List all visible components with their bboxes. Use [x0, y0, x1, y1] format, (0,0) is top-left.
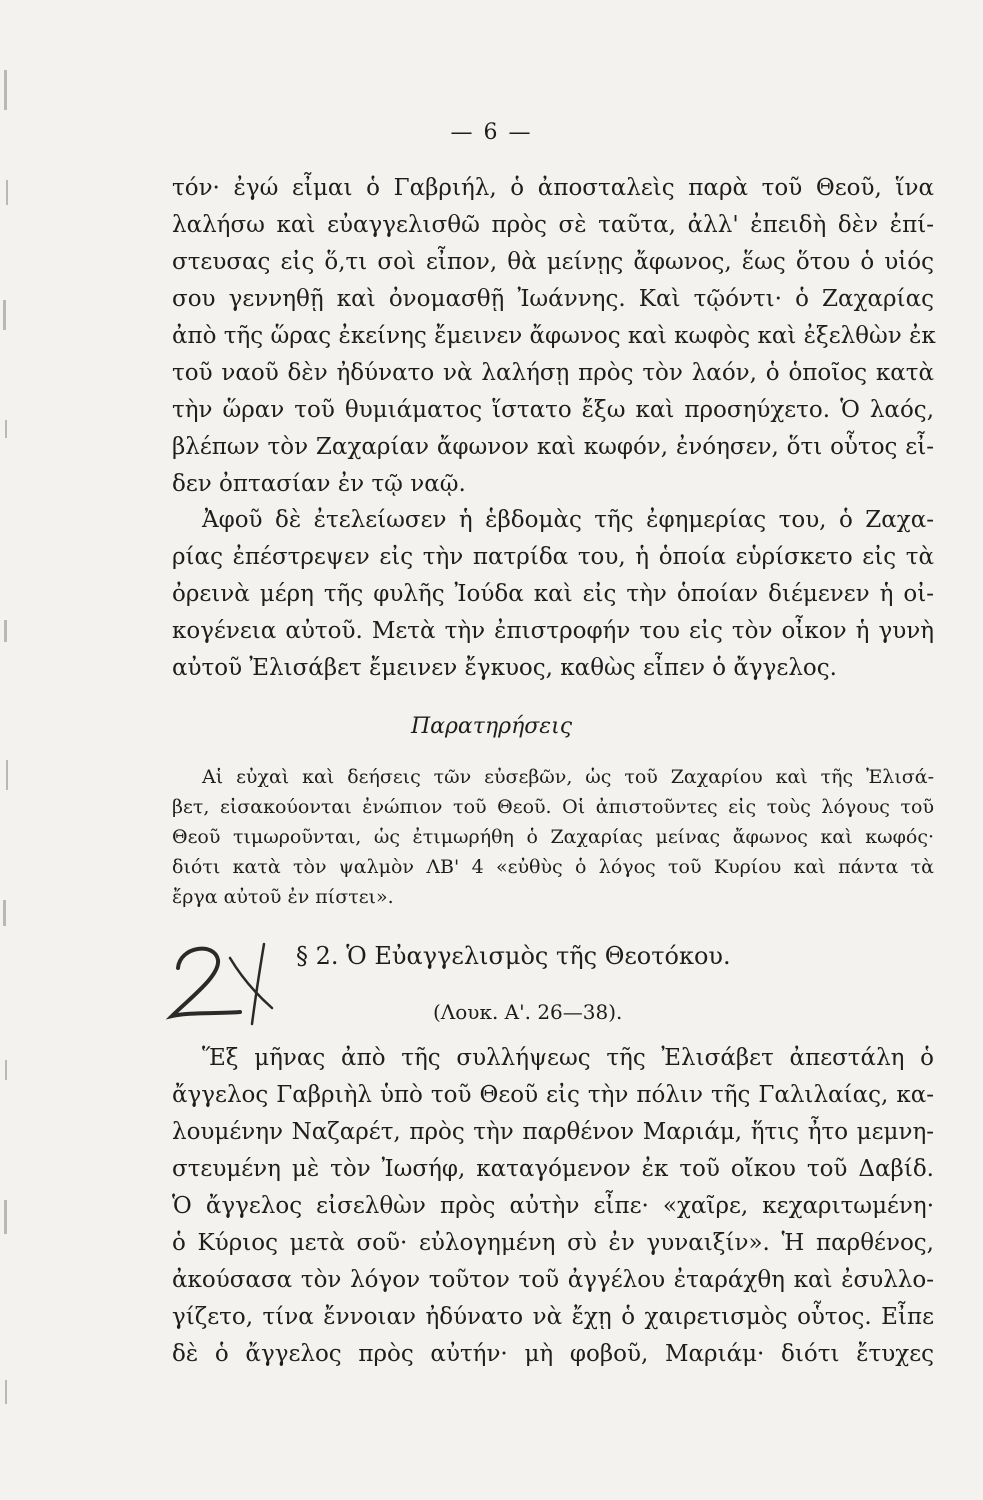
- text-line: βετ, εἰσακούονται ἐνώπιον τοῦ Θεοῦ. Οἱ ἀπιστοῦντες εἰς τοὺς λόγους τοῦ: [172, 796, 934, 818]
- text-line: Ἀφοῦ δὲ ἐτελείωσεν ἡ ἑβδομὰς τῆς ἐφημερίας του, ὁ Ζαχα-: [202, 507, 934, 533]
- paragraph-3: [172, 1040, 934, 1373]
- text-line: ρίας ἐπέστρεψεν εἰς τὴν πατρίδα του, ἡ ὁποία εὑρίσκετο εἰς τὰ: [172, 544, 934, 570]
- text-line: διότι κατὰ τὸν ψαλμὸν ΛΒ' 4 «εὐθὺς ὁ λόγος τοῦ Κυρίου καὶ πάντα τὰ: [172, 856, 934, 878]
- text-line: Ἕξ μῆνας ἀπὸ τῆς συλλήψεως τῆς Ἐλισάβετ ἀπεστάλη ὁ: [202, 1045, 934, 1071]
- text-line: δεν ὀπτασίαν ἐν τῷ ναῷ.: [172, 471, 466, 497]
- text-line: λαλήσω καὶ εὐαγγελισθῶ πρὸς σὲ ταῦτα, ἀλλ' ἐπειδὴ δὲν ἐπί-: [172, 212, 934, 238]
- text-line: αὐτοῦ Ἐλισάβετ ἔμεινεν ἔγκυος, καθὼς εἶπεν ὁ ἄγγελος.: [172, 655, 837, 681]
- text-line: Θεοῦ τιμωροῦνται, ὡς ἐτιμωρήθη ὁ Ζαχαρίας μείνας ἄφωνος καὶ κωφός·: [172, 826, 934, 848]
- text-line: κογένεια αὐτοῦ. Μετὰ τὴν ἐπιστροφήν του εἰς τὸν οἶκον ἡ γυνὴ: [172, 618, 934, 644]
- text-line: ἄγγελος Γαβριὴλ ὑπὸ τοῦ Θεοῦ εἰς τὴν πόλιν τῆς Γαλιλαίας, κα-: [172, 1082, 934, 1108]
- text-line: βλέπων τὸν Ζαχαρίαν ἄφωνον καὶ κωφόν, ἐνόησεν, ὅτι οὗτος εἶ-: [172, 434, 934, 460]
- text-line: ὁ Κύριος μετὰ σοῦ· εὐλογημένη σὺ ἐν γυναιξίν». Ἡ παρθένος,: [172, 1230, 934, 1256]
- text-line: Αἱ εὐχαὶ καὶ δεήσεις τῶν εὐσεβῶν, ὡς τοῦ Ζαχαρίου καὶ τῆς Ἐλισά-: [202, 766, 934, 788]
- handwritten-mark: [160, 938, 290, 1028]
- notes-heading: Παρατηρήσεις: [410, 714, 573, 739]
- text-line: στευσας εἰς ὅ,τι σοὶ εἶπον, θὰ μείνῃς ἄφωνος, ἕως ὅτου ὁ υἱός: [172, 249, 934, 275]
- text-line: ὀρεινὰ μέρη τῆς φυλῆς Ἰούδα καὶ εἰς τὴν ὁποίαν διέμενεν ἡ οἰ-: [172, 581, 934, 607]
- text-line: τόν· ἐγώ εἶμαι ὁ Γαβριήλ, ὁ ἀποσταλεὶς παρὰ τοῦ Θεοῦ, ἵνα: [172, 175, 934, 201]
- text-line: Ὁ ἄγγελος εἰσελθὼν πρὸς αὐτὴν εἶπε· «χαῖρε, κεχαριτωμένη·: [172, 1193, 934, 1219]
- text-line: δὲ ὁ ἄγγελος πρὸς αὐτήν· μὴ φοβοῦ, Μαριάμ· διότι ἔτυχες: [172, 1341, 934, 1367]
- text-line: λουμένην Ναζαρέτ, πρὸς τὴν παρθένον Μαριάμ, ἥτις ἦτο μεμνη-: [172, 1119, 934, 1145]
- text-line: ἔργα αὐτοῦ ἐν πίστει».: [172, 886, 394, 908]
- page-number: — 6 —: [450, 120, 533, 145]
- text-line: γίζετο, τίνα ἔννοιαν ἠδύνατο νὰ ἔχῃ ὁ χαιρετισμὸς οὗτος. Εἶπε: [172, 1304, 934, 1330]
- margin-scan-artifacts: [0, 0, 40, 1500]
- paragraph-2: [172, 502, 934, 687]
- section-heading: § 2. Ὁ Εὐαγγελισμὸς τῆς Θεοτόκου.: [296, 942, 731, 970]
- notes-paragraph: [172, 762, 934, 912]
- text-line: σου γεννηθῇ καὶ ὀνομασθῇ Ἰωάννης. Καὶ τῷόντι· ὁ Ζαχαρίας: [172, 286, 934, 312]
- text-line: στευμένη μὲ τὸν Ἰωσήφ, καταγόμενον ἐκ τοῦ οἴκου τοῦ Δαβίδ.: [172, 1156, 934, 1182]
- section-reference: (Λουκ. Α'. 26—38).: [433, 1000, 623, 1024]
- text-line: τὴν ὥραν τοῦ θυμιάματος ἵστατο ἔξω καὶ προσηύχετο. Ὁ λαός,: [172, 397, 934, 423]
- text-line: ἀκούσασα τὸν λόγον τοῦτον τοῦ ἀγγέλου ἐταράχθη καὶ ἐσυλλο-: [172, 1267, 934, 1293]
- paragraph-1: [172, 170, 934, 503]
- text-line: τοῦ ναοῦ δὲν ἠδύνατο νὰ λαλήσῃ πρὸς τὸν λαόν, ὁ ὁποῖος κατὰ: [172, 360, 934, 386]
- text-line: ἀπὸ τῆς ὥρας ἐκείνης ἔμεινεν ἄφωνος καὶ κωφὸς καὶ ἐξελθὼν ἐκ: [172, 323, 936, 349]
